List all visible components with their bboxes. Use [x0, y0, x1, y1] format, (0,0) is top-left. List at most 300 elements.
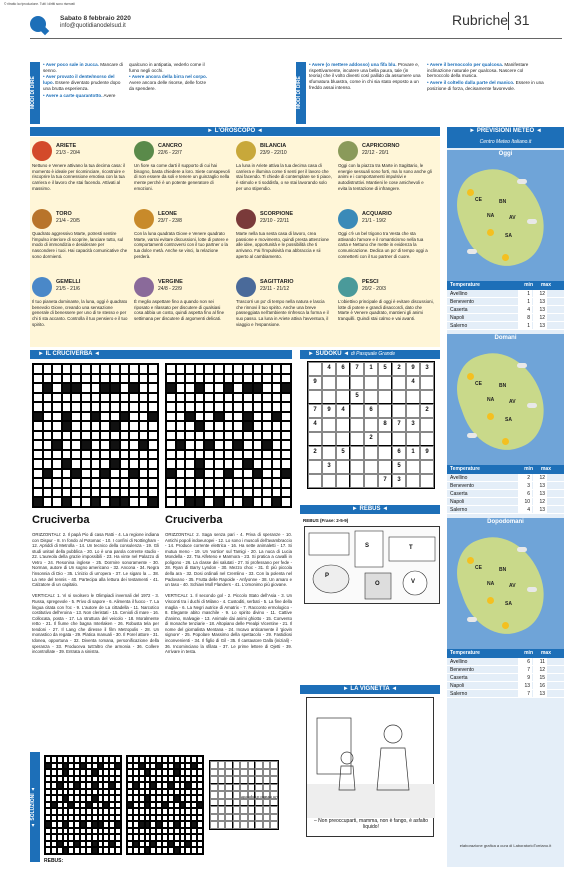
crossword-cell[interactable] [204, 364, 214, 374]
crossword-cell[interactable] [185, 412, 195, 422]
crossword-cell[interactable] [139, 431, 149, 441]
sudoku-cell[interactable]: 4 [406, 376, 420, 390]
sudoku-cell[interactable] [420, 376, 434, 390]
crossword-cell[interactable] [43, 440, 53, 450]
sudoku-cell[interactable] [308, 390, 322, 404]
crossword-cell[interactable] [204, 431, 214, 441]
crossword-cell[interactable] [62, 402, 72, 412]
crossword-cell[interactable] [139, 393, 149, 403]
crossword-cell[interactable] [52, 431, 62, 441]
crossword-cell[interactable] [71, 478, 81, 488]
crossword-cell[interactable] [91, 450, 101, 460]
crossword-cell[interactable] [214, 383, 224, 393]
crossword-cell[interactable] [185, 383, 195, 393]
sudoku-cell[interactable]: 9 [420, 446, 434, 460]
crossword-cell[interactable] [148, 402, 158, 412]
crossword-cell[interactable] [195, 421, 205, 431]
crossword-cell[interactable] [100, 431, 110, 441]
crossword-cell[interactable] [262, 450, 272, 460]
crossword-cell[interactable] [262, 431, 272, 441]
crossword-cell[interactable] [262, 469, 272, 479]
crossword-cell[interactable] [52, 497, 62, 507]
sudoku-cell[interactable]: 5 [378, 362, 392, 376]
crossword-cell[interactable] [43, 364, 53, 374]
crossword-cell[interactable] [243, 469, 253, 479]
crossword-cell[interactable] [204, 450, 214, 460]
crossword-cell[interactable] [185, 364, 195, 374]
crossword-cell[interactable] [243, 421, 253, 431]
crossword-cell[interactable] [195, 412, 205, 422]
crossword-cell[interactable] [185, 497, 195, 507]
sudoku-cell[interactable]: 3 [322, 460, 336, 474]
crossword-cell[interactable] [52, 364, 62, 374]
sudoku-cell[interactable]: 3 [392, 474, 406, 488]
crossword-cell[interactable] [33, 497, 43, 507]
crossword-cell[interactable] [272, 374, 282, 384]
crossword-cell[interactable] [166, 412, 176, 422]
crossword-cell[interactable] [43, 478, 53, 488]
crossword-cell[interactable] [120, 364, 130, 374]
crossword-cell[interactable] [100, 459, 110, 469]
crossword-cell[interactable] [129, 497, 139, 507]
sudoku-cell[interactable] [350, 404, 364, 418]
crossword-cell[interactable] [62, 421, 72, 431]
crossword-cell[interactable] [214, 412, 224, 422]
crossword-cell[interactable] [224, 374, 234, 384]
crossword-cell[interactable] [71, 364, 81, 374]
crossword-cell[interactable] [233, 488, 243, 498]
crossword-cell[interactable] [195, 402, 205, 412]
crossword-cell[interactable] [185, 440, 195, 450]
crossword-cell[interactable] [91, 488, 101, 498]
crossword-cell[interactable] [224, 393, 234, 403]
crossword-cell[interactable] [62, 364, 72, 374]
sudoku-cell[interactable]: 4 [308, 418, 322, 432]
sudoku-cell[interactable] [336, 390, 350, 404]
crossword-cell[interactable] [110, 374, 120, 384]
sudoku-cell[interactable] [322, 390, 336, 404]
crossword-cell[interactable] [272, 497, 282, 507]
crossword-cell[interactable] [262, 364, 272, 374]
crossword-cell[interactable] [62, 440, 72, 450]
sudoku-cell[interactable] [378, 446, 392, 460]
sudoku-cell[interactable] [308, 460, 322, 474]
crossword-cell[interactable] [166, 431, 176, 441]
crossword-cell[interactable] [91, 374, 101, 384]
crossword-cell[interactable] [62, 412, 72, 422]
crossword-cell[interactable] [100, 402, 110, 412]
crossword-cell[interactable] [281, 364, 291, 374]
crossword-cell[interactable] [139, 364, 149, 374]
sudoku-cell[interactable] [336, 376, 350, 390]
crossword-cell[interactable] [100, 383, 110, 393]
crossword-cell[interactable] [139, 383, 149, 393]
crossword-cell[interactable] [176, 393, 186, 403]
crossword-cell[interactable] [91, 383, 101, 393]
crossword-cell[interactable] [233, 450, 243, 460]
crossword-cell[interactable] [62, 488, 72, 498]
sudoku-cell[interactable] [378, 390, 392, 404]
sudoku-cell[interactable] [378, 460, 392, 474]
crossword-cell[interactable] [148, 440, 158, 450]
sudoku-cell[interactable]: 6 [392, 446, 406, 460]
sudoku-cell[interactable]: 9 [406, 362, 420, 376]
crossword-cell[interactable] [120, 488, 130, 498]
crossword-cell[interactable] [139, 488, 149, 498]
crossword-cell[interactable] [166, 393, 176, 403]
crossword-cell[interactable] [100, 478, 110, 488]
crossword-cell[interactable] [176, 402, 186, 412]
sudoku-cell[interactable] [420, 390, 434, 404]
sudoku-cell[interactable] [350, 432, 364, 446]
sudoku-cell[interactable]: 9 [308, 376, 322, 390]
crossword-cell[interactable] [33, 402, 43, 412]
crossword-cell[interactable] [243, 450, 253, 460]
crossword-cell[interactable] [281, 469, 291, 479]
crossword-cell[interactable] [253, 412, 263, 422]
crossword-cell[interactable] [43, 450, 53, 460]
crossword-cell[interactable] [224, 364, 234, 374]
crossword-cell[interactable] [71, 459, 81, 469]
crossword-cell[interactable] [91, 440, 101, 450]
crossword-cell[interactable] [100, 469, 110, 479]
crossword-cell[interactable] [253, 497, 263, 507]
sudoku-cell[interactable] [406, 432, 420, 446]
crossword-cell[interactable] [214, 402, 224, 412]
crossword-cell[interactable] [262, 412, 272, 422]
sudoku-cell[interactable] [336, 418, 350, 432]
sudoku-cell[interactable] [322, 474, 336, 488]
crossword-cell[interactable] [166, 383, 176, 393]
sudoku-cell[interactable] [392, 376, 406, 390]
crossword-cell[interactable] [110, 421, 120, 431]
sudoku-cell[interactable] [308, 362, 322, 376]
crossword-cell[interactable] [110, 402, 120, 412]
crossword-cell[interactable] [243, 412, 253, 422]
crossword-cell[interactable] [214, 497, 224, 507]
crossword-cell[interactable] [224, 440, 234, 450]
sudoku-cell[interactable]: 1 [406, 446, 420, 460]
crossword-cell[interactable] [262, 478, 272, 488]
crossword-cell[interactable] [262, 421, 272, 431]
crossword-cell[interactable] [129, 393, 139, 403]
crossword-cell[interactable] [110, 488, 120, 498]
crossword-cell[interactable] [81, 421, 91, 431]
crossword-cell[interactable] [100, 488, 110, 498]
crossword-cell[interactable] [214, 364, 224, 374]
crossword-cell[interactable] [91, 421, 101, 431]
crossword-cell[interactable] [243, 488, 253, 498]
sudoku-cell[interactable] [420, 474, 434, 488]
crossword-cell[interactable] [129, 412, 139, 422]
crossword-cell[interactable] [243, 393, 253, 403]
crossword-cell[interactable] [120, 459, 130, 469]
sudoku-cell[interactable] [322, 376, 336, 390]
crossword-cell[interactable] [52, 450, 62, 460]
crossword-cell[interactable] [100, 440, 110, 450]
crossword-cell[interactable] [272, 450, 282, 460]
crossword-cell[interactable] [195, 450, 205, 460]
crossword-cell[interactable] [176, 421, 186, 431]
crossword-cell[interactable] [166, 497, 176, 507]
crossword-cell[interactable] [195, 383, 205, 393]
sudoku-cell[interactable]: 3 [406, 418, 420, 432]
crossword-cell[interactable] [262, 488, 272, 498]
crossword-cell[interactable] [204, 497, 214, 507]
crossword-cell[interactable] [120, 421, 130, 431]
crossword-cell[interactable] [43, 383, 53, 393]
crossword-cell[interactable] [139, 497, 149, 507]
crossword-cell[interactable] [81, 488, 91, 498]
crossword-cell[interactable] [52, 383, 62, 393]
crossword-cell[interactable] [281, 402, 291, 412]
crossword-cell[interactable] [129, 374, 139, 384]
sudoku-cell[interactable] [350, 474, 364, 488]
crossword-cell[interactable] [62, 497, 72, 507]
crossword-cell[interactable] [120, 383, 130, 393]
crossword-cell[interactable] [139, 421, 149, 431]
crossword-cell[interactable] [52, 440, 62, 450]
crossword-cell[interactable] [43, 421, 53, 431]
crossword-cell[interactable] [110, 478, 120, 488]
crossword-cell[interactable] [110, 364, 120, 374]
crossword-grid-2[interactable] [165, 363, 292, 508]
sudoku-cell[interactable]: 7 [350, 362, 364, 376]
crossword-cell[interactable] [253, 383, 263, 393]
crossword-cell[interactable] [110, 459, 120, 469]
sudoku-cell[interactable] [350, 376, 364, 390]
crossword-cell[interactable] [195, 497, 205, 507]
crossword-cell[interactable] [166, 440, 176, 450]
crossword-cell[interactable] [243, 478, 253, 488]
sudoku-cell[interactable]: 5 [336, 446, 350, 460]
crossword-cell[interactable] [176, 469, 186, 479]
crossword-cell[interactable] [129, 440, 139, 450]
crossword-cell[interactable] [52, 459, 62, 469]
crossword-cell[interactable] [195, 478, 205, 488]
crossword-cell[interactable] [110, 497, 120, 507]
sudoku-cell[interactable] [406, 390, 420, 404]
crossword-cell[interactable] [224, 402, 234, 412]
crossword-cell[interactable] [224, 412, 234, 422]
crossword-cell[interactable] [243, 440, 253, 450]
crossword-cell[interactable] [33, 374, 43, 384]
crossword-cell[interactable] [81, 431, 91, 441]
crossword-cell[interactable] [52, 412, 62, 422]
crossword-cell[interactable] [281, 374, 291, 384]
crossword-cell[interactable] [166, 402, 176, 412]
crossword-cell[interactable] [253, 402, 263, 412]
sudoku-cell[interactable] [350, 418, 364, 432]
crossword-cell[interactable] [176, 440, 186, 450]
crossword-cell[interactable] [166, 459, 176, 469]
crossword-cell[interactable] [204, 478, 214, 488]
sudoku-cell[interactable]: 2 [308, 446, 322, 460]
crossword-cell[interactable] [195, 459, 205, 469]
crossword-cell[interactable] [233, 431, 243, 441]
sudoku-cell[interactable] [378, 376, 392, 390]
crossword-cell[interactable] [91, 364, 101, 374]
crossword-cell[interactable] [91, 497, 101, 507]
crossword-cell[interactable] [272, 421, 282, 431]
crossword-cell[interactable] [110, 431, 120, 441]
crossword-cell[interactable] [243, 402, 253, 412]
crossword-cell[interactable] [33, 412, 43, 422]
crossword-cell[interactable] [253, 364, 263, 374]
crossword-cell[interactable] [281, 412, 291, 422]
crossword-cell[interactable] [224, 469, 234, 479]
crossword-cell[interactable] [62, 374, 72, 384]
sudoku-cell[interactable] [364, 418, 378, 432]
crossword-cell[interactable] [253, 478, 263, 488]
crossword-cell[interactable] [148, 431, 158, 441]
crossword-cell[interactable] [243, 431, 253, 441]
crossword-cell[interactable] [52, 488, 62, 498]
crossword-cell[interactable] [176, 431, 186, 441]
sudoku-cell[interactable] [420, 418, 434, 432]
crossword-cell[interactable] [262, 383, 272, 393]
crossword-cell[interactable] [281, 393, 291, 403]
contact-email[interactable]: info@quotidianodelsud.it [60, 23, 126, 29]
crossword-cell[interactable] [110, 412, 120, 422]
crossword-cell[interactable] [148, 469, 158, 479]
crossword-cell[interactable] [253, 421, 263, 431]
crossword-cell[interactable] [176, 459, 186, 469]
crossword-cell[interactable] [62, 383, 72, 393]
crossword-cell[interactable] [272, 440, 282, 450]
crossword-cell[interactable] [129, 469, 139, 479]
crossword-cell[interactable] [91, 478, 101, 488]
sudoku-cell[interactable]: 4 [336, 404, 350, 418]
crossword-cell[interactable] [33, 459, 43, 469]
crossword-cell[interactable] [110, 450, 120, 460]
crossword-cell[interactable] [71, 374, 81, 384]
sudoku-cell[interactable] [392, 390, 406, 404]
crossword-cell[interactable] [166, 469, 176, 479]
crossword-cell[interactable] [100, 497, 110, 507]
crossword-cell[interactable] [204, 440, 214, 450]
crossword-cell[interactable] [233, 402, 243, 412]
sudoku-cell[interactable] [350, 460, 364, 474]
crossword-cell[interactable] [214, 478, 224, 488]
crossword-cell[interactable] [62, 478, 72, 488]
crossword-cell[interactable] [185, 488, 195, 498]
crossword-cell[interactable] [176, 374, 186, 384]
crossword-cell[interactable] [233, 478, 243, 488]
crossword-cell[interactable] [233, 459, 243, 469]
crossword-cell[interactable] [129, 488, 139, 498]
crossword-cell[interactable] [91, 431, 101, 441]
crossword-cell[interactable] [185, 450, 195, 460]
crossword-cell[interactable] [139, 374, 149, 384]
crossword-cell[interactable] [100, 364, 110, 374]
crossword-cell[interactable] [166, 374, 176, 384]
crossword-cell[interactable] [281, 440, 291, 450]
sudoku-cell[interactable] [322, 418, 336, 432]
crossword-cell[interactable] [120, 374, 130, 384]
crossword-cell[interactable] [233, 440, 243, 450]
crossword-cell[interactable] [91, 412, 101, 422]
crossword-cell[interactable] [224, 431, 234, 441]
crossword-cell[interactable] [185, 469, 195, 479]
sudoku-cell[interactable]: 5 [392, 460, 406, 474]
crossword-cell[interactable] [120, 412, 130, 422]
crossword-cell[interactable] [129, 431, 139, 441]
crossword-cell[interactable] [214, 450, 224, 460]
crossword-cell[interactable] [195, 364, 205, 374]
crossword-cell[interactable] [272, 364, 282, 374]
crossword-cell[interactable] [81, 440, 91, 450]
crossword-cell[interactable] [71, 402, 81, 412]
crossword-cell[interactable] [204, 469, 214, 479]
crossword-cell[interactable] [233, 469, 243, 479]
crossword-cell[interactable] [139, 450, 149, 460]
sudoku-cell[interactable]: 5 [350, 390, 364, 404]
crossword-cell[interactable] [33, 431, 43, 441]
crossword-cell[interactable] [120, 469, 130, 479]
crossword-cell[interactable] [43, 412, 53, 422]
crossword-cell[interactable] [253, 440, 263, 450]
crossword-cell[interactable] [62, 469, 72, 479]
crossword-cell[interactable] [129, 450, 139, 460]
sudoku-cell[interactable] [336, 460, 350, 474]
crossword-cell[interactable] [148, 497, 158, 507]
crossword-cell[interactable] [100, 421, 110, 431]
sudoku-cell[interactable] [392, 432, 406, 446]
crossword-cell[interactable] [71, 412, 81, 422]
crossword-cell[interactable] [148, 374, 158, 384]
crossword-cell[interactable] [204, 412, 214, 422]
sudoku-cell[interactable] [406, 404, 420, 418]
crossword-cell[interactable] [272, 488, 282, 498]
crossword-cell[interactable] [52, 374, 62, 384]
crossword-cell[interactable] [204, 374, 214, 384]
crossword-cell[interactable] [129, 478, 139, 488]
sudoku-cell[interactable] [378, 432, 392, 446]
crossword-cell[interactable] [204, 421, 214, 431]
crossword-cell[interactable] [233, 383, 243, 393]
crossword-cell[interactable] [120, 440, 130, 450]
crossword-cell[interactable] [195, 393, 205, 403]
crossword-cell[interactable] [253, 431, 263, 441]
crossword-cell[interactable] [214, 393, 224, 403]
crossword-cell[interactable] [129, 364, 139, 374]
crossword-cell[interactable] [139, 412, 149, 422]
sudoku-cell[interactable]: 7 [392, 418, 406, 432]
crossword-cell[interactable] [224, 488, 234, 498]
crossword-cell[interactable] [185, 402, 195, 412]
crossword-cell[interactable] [204, 393, 214, 403]
sudoku-cell[interactable] [364, 460, 378, 474]
crossword-cell[interactable] [81, 364, 91, 374]
sudoku-cell[interactable] [336, 432, 350, 446]
crossword-cell[interactable] [120, 393, 130, 403]
sudoku-cell[interactable] [364, 390, 378, 404]
crossword-cell[interactable] [81, 393, 91, 403]
sudoku-cell[interactable]: 6 [336, 362, 350, 376]
sudoku-cell[interactable] [336, 474, 350, 488]
crossword-cell[interactable] [281, 431, 291, 441]
crossword-cell[interactable] [281, 459, 291, 469]
crossword-cell[interactable] [52, 421, 62, 431]
crossword-cell[interactable] [243, 497, 253, 507]
crossword-cell[interactable] [52, 393, 62, 403]
crossword-cell[interactable] [43, 497, 53, 507]
crossword-cell[interactable] [214, 440, 224, 450]
crossword-cell[interactable] [43, 459, 53, 469]
crossword-cell[interactable] [129, 459, 139, 469]
crossword-cell[interactable] [195, 374, 205, 384]
